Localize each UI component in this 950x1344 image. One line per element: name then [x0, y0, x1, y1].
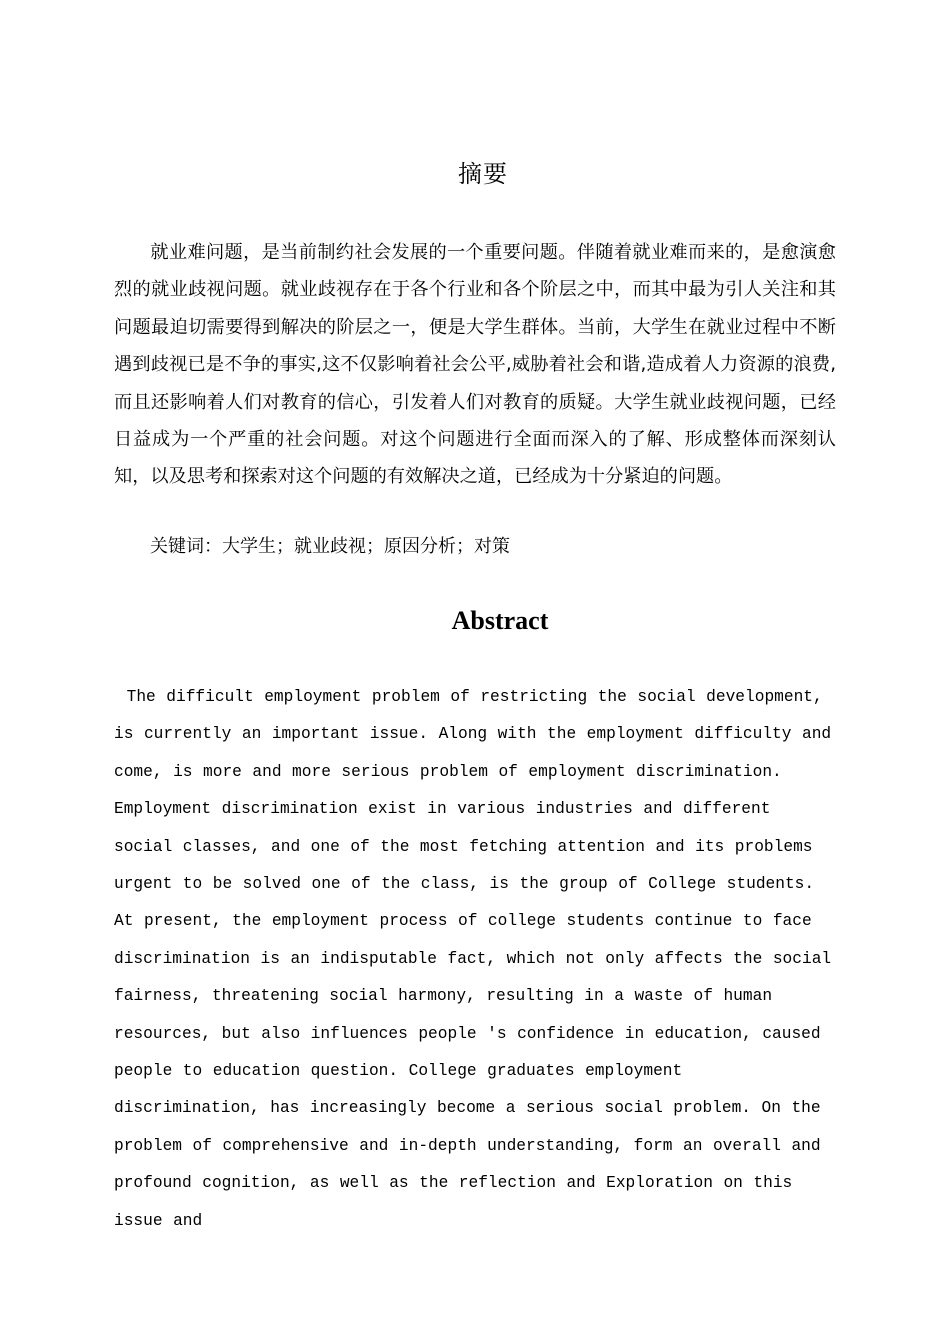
english-abstract-body: The difficult employment problem of restricting the social development, is currently an important issue. Along with the employment difficulty and come, is more and more serious problem of employment discrimination. Employment discrimination exist in various industries and different social classes, and one of the most fetching attention and its problems urgent to be solved one of the class, is the group of College students. At present, the employment process of college students continue to face discrimination is an indisputable fact, which not only affects the social fairness, threatening social harmony, resulting in a waste of human resources, but also influences people 's confidence in education, caused people to education question. College graduates employment discrimination, has increasingly become a serious social problem. On the problem of comprehensive and in-depth understanding, form an overall and profound cognition, as well as the reflection and Exploration on this issue and — [114, 688, 832, 1230]
chinese-keywords: 关键词：大学生；就业歧视；原因分析；对策 — [150, 536, 510, 557]
chinese-abstract-title: 摘要 — [458, 160, 508, 188]
english-abstract-title: Abstract — [451, 606, 549, 635]
chinese-abstract-body: 就业难问题，是当前制约社会发展的一个重要问题。伴随着就业难而来的，是愈演愈烈的就业歧视问题。就业歧视存在于各个行业和各个阶层之中，而其中最为引人关注和其问题最迫切需要得到解决的阶层之一，便是大学生群体。当前，大学生在就业过程中不断遇到歧视已是不争的事实,这不仅影响着社会公平,威胁着社会和谐,造成着人力资源的浪费,而且还影响着人们对教育的信心，引发着人们对教育的质疑。大学生就业歧视问题，已经日益成为一个严重的社会问题。对这个问题进行全面而深入的了解、形成整体而深刻认知，以及思考和探索对这个问题的有效解决之道，已经成为十分紧迫的问题。 — [114, 242, 836, 488]
